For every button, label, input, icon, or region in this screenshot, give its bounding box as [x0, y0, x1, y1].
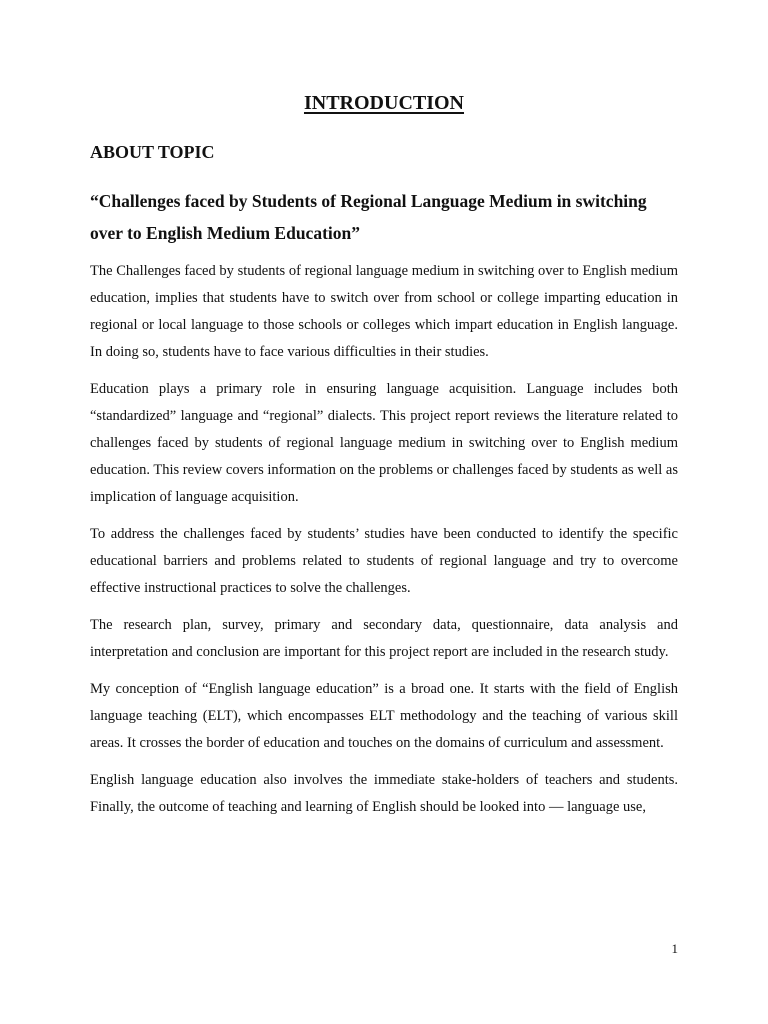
- paragraph: My conception of “English language education” is a broad one. It starts with the field of English language teaching (ELT), which encompasses ELT methodology and the teaching of various skill areas. It crosses the border of education and touches on the domains of curriculum and assessment.: [90, 681, 678, 751]
- document-title: INTRODUCTION: [303, 92, 465, 114]
- paragraph: The research plan, survey, primary and secondary data, questionnaire, data analysis and interpretation and conclusion are important for this project report are included in the research study.: [90, 617, 678, 660]
- paragraph: Education plays a primary role in ensuring language acquisition. Language includes both “standardized” language and “regional” dialects. This project report reviews the literature related to challenges faced by students of regional language medium in switching over to English medium education. This review covers information on the problems or challenges faced by students as well as implication of language acquisition.: [90, 381, 678, 505]
- section-heading: ABOUT TOPIC: [90, 142, 215, 162]
- page-number: 1: [671, 941, 678, 956]
- paragraph: To address the challenges faced by students’ studies have been conducted to identify the specific educational barriers and problems related to students of regional language and try to overcome effective instructional practices to solve the challenges.: [90, 526, 678, 596]
- body-text: [90, 258, 678, 831]
- topic-title: “Challenges faced by Students of Regional Language Medium in switching over to English Medium Education”: [90, 191, 647, 243]
- paragraph: The Challenges faced by students of regional language medium in switching over to English medium education, implies that students have to switch over from school or college imparting education in regional or local language to those schools or colleges which impart education in English language. In doing so, students have to face various difficulties in their studies.: [90, 263, 678, 360]
- paragraph: English language education also involves the immediate stake-holders of teachers and students. Finally, the outcome of teaching and learning of English should be looked into — language use,: [90, 772, 678, 815]
